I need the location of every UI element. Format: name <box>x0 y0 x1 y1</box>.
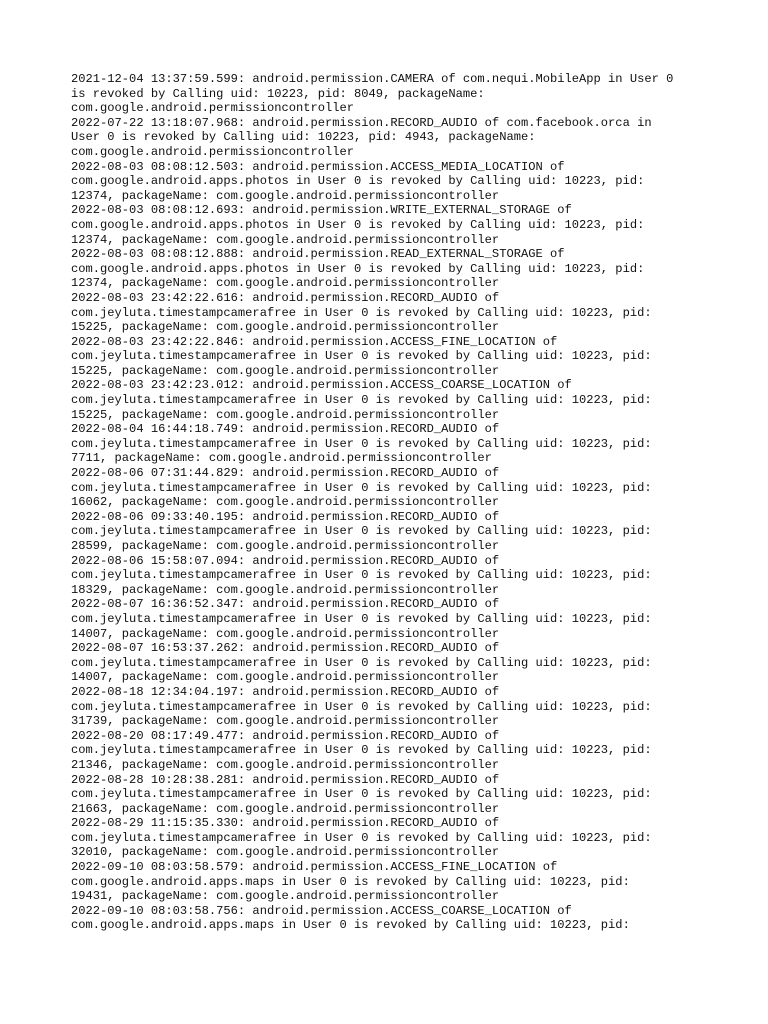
log-entry: 2022-09-10 08:03:58.579: android.permission.ACCESS_FINE_LOCATION of com.google.android.apps.maps in User 0 is revoked by Calling uid: 10223, pid: 19431, packageName: com.google.android.permissioncontroller <box>71 860 630 904</box>
log-entry: 2022-08-06 15:58:07.094: android.permission.RECORD_AUDIO of com.jeyluta.timestampcamerafree in User 0 is revoked by Calling uid: 10223, pid: 18329, packageName: com.google.android.permissioncontroller <box>71 553 652 597</box>
log-entry: 2022-08-18 12:34:04.197: android.permission.RECORD_AUDIO of com.jeyluta.timestampcamerafree in User 0 is revoked by Calling uid: 10223, pid: 31739, packageName: com.google.android.permissioncontroller <box>71 684 652 729</box>
permission-log <box>71 72 731 933</box>
log-entry: 2022-07-22 13:18:07.968: android.permission.RECORD_AUDIO of com.facebook.orca in User 0 is revoked by Calling uid: 10223, pid: 4943, packageName: com.google.android.permissioncontroller <box>71 115 652 159</box>
log-entry: 2022-08-07 16:36:52.347: android.permission.RECORD_AUDIO of com.jeyluta.timestampcamerafree in User 0 is revoked by Calling uid: 10223, pid: 14007, packageName: com.google.android.permissioncontroller <box>71 597 652 641</box>
log-entry: 2022-08-06 09:33:40.195: android.permission.RECORD_AUDIO of com.jeyluta.timestampcamerafree in User 0 is revoked by Calling uid: 10223, pid: 28599, packageName: com.google.android.permissioncontroller <box>71 509 652 553</box>
log-entry: 2022-09-10 08:03:58.756: android.permission.ACCESS_COARSE_LOCATION of com.google.android.apps.maps in User 0 is revoked by Calling uid: 10223, pid: <box>71 903 630 933</box>
log-entry: 2022-08-06 07:31:44.829: android.permission.RECORD_AUDIO of com.jeyluta.timestampcamerafree in User 0 is revoked by Calling uid: 10223, pid: 16062, packageName: com.google.android.permissioncontroller <box>71 466 652 510</box>
log-entry: 2022-08-29 11:15:35.330: android.permission.RECORD_AUDIO of com.jeyluta.timestampcamerafree in User 0 is revoked by Calling uid: 10223, pid: 32010, packageName: com.google.android.permissioncontroller <box>71 816 652 860</box>
log-entry: 2022-08-20 08:17:49.477: android.permission.RECORD_AUDIO of com.jeyluta.timestampcamerafree in User 0 is revoked by Calling uid: 10223, pid: 21346, packageName: com.google.android.permissioncontroller <box>71 728 652 772</box>
log-entry: 2022-08-28 10:28:38.281: android.permission.RECORD_AUDIO of com.jeyluta.timestampcamerafree in User 0 is revoked by Calling uid: 10223, pid: 21663, packageName: com.google.android.permissioncontroller <box>71 772 652 816</box>
log-entry: 2021-12-04 13:37:59.599: android.permission.CAMERA of com.nequi.MobileApp in User 0 is revoked by Calling uid: 10223, pid: 8049, packageName: com.google.android.permissioncontroller <box>71 72 674 116</box>
log-entry: 2022-08-03 23:42:23.012: android.permission.ACCESS_COARSE_LOCATION of com.jeyluta.timestampcamerafree in User 0 is revoked by Calling uid: 10223, pid: 15225, packageName: com.google.android.permissioncontroller <box>71 378 652 422</box>
log-entry: 2022-08-03 08:08:12.888: android.permission.READ_EXTERNAL_STORAGE of com.google.android.apps.photos in User 0 is revoked by Calling uid: 10223, pid: 12374, packageName: com.google.android.permissioncontroller <box>71 247 645 291</box>
log-entry: 2022-08-03 23:42:22.616: android.permission.RECORD_AUDIO of com.jeyluta.timestampcamerafree in User 0 is revoked by Calling uid: 10223, pid: 15225, packageName: com.google.android.permissioncontroller <box>71 290 652 335</box>
log-entry: 2022-08-04 16:44:18.749: android.permission.RECORD_AUDIO of com.jeyluta.timestampcamerafree in User 0 is revoked by Calling uid: 10223, pid: 7711, packageName: com.google.android.permissioncontroller <box>71 422 652 466</box>
log-entry: 2022-08-07 16:53:37.262: android.permission.RECORD_AUDIO of com.jeyluta.timestampcamerafree in User 0 is revoked by Calling uid: 10223, pid: 14007, packageName: com.google.android.permissioncontroller <box>71 641 652 685</box>
log-entry: 2022-08-03 08:08:12.503: android.permission.ACCESS_MEDIA_LOCATION of com.google.android.apps.photos in User 0 is revoked by Calling uid: 10223, pid: 12374, packageName: com.google.android.permissioncontroller <box>71 159 645 203</box>
log-entry: 2022-08-03 08:08:12.693: android.permission.WRITE_EXTERNAL_STORAGE of com.google.android.apps.photos in User 0 is revoked by Calling uid: 10223, pid: 12374, packageName: com.google.android.permissioncontroller <box>71 203 645 247</box>
log-entry: 2022-08-03 23:42:22.846: android.permission.ACCESS_FINE_LOCATION of com.jeyluta.timestampcamerafree in User 0 is revoked by Calling uid: 10223, pid: 15225, packageName: com.google.android.permissioncontroller <box>71 334 652 378</box>
